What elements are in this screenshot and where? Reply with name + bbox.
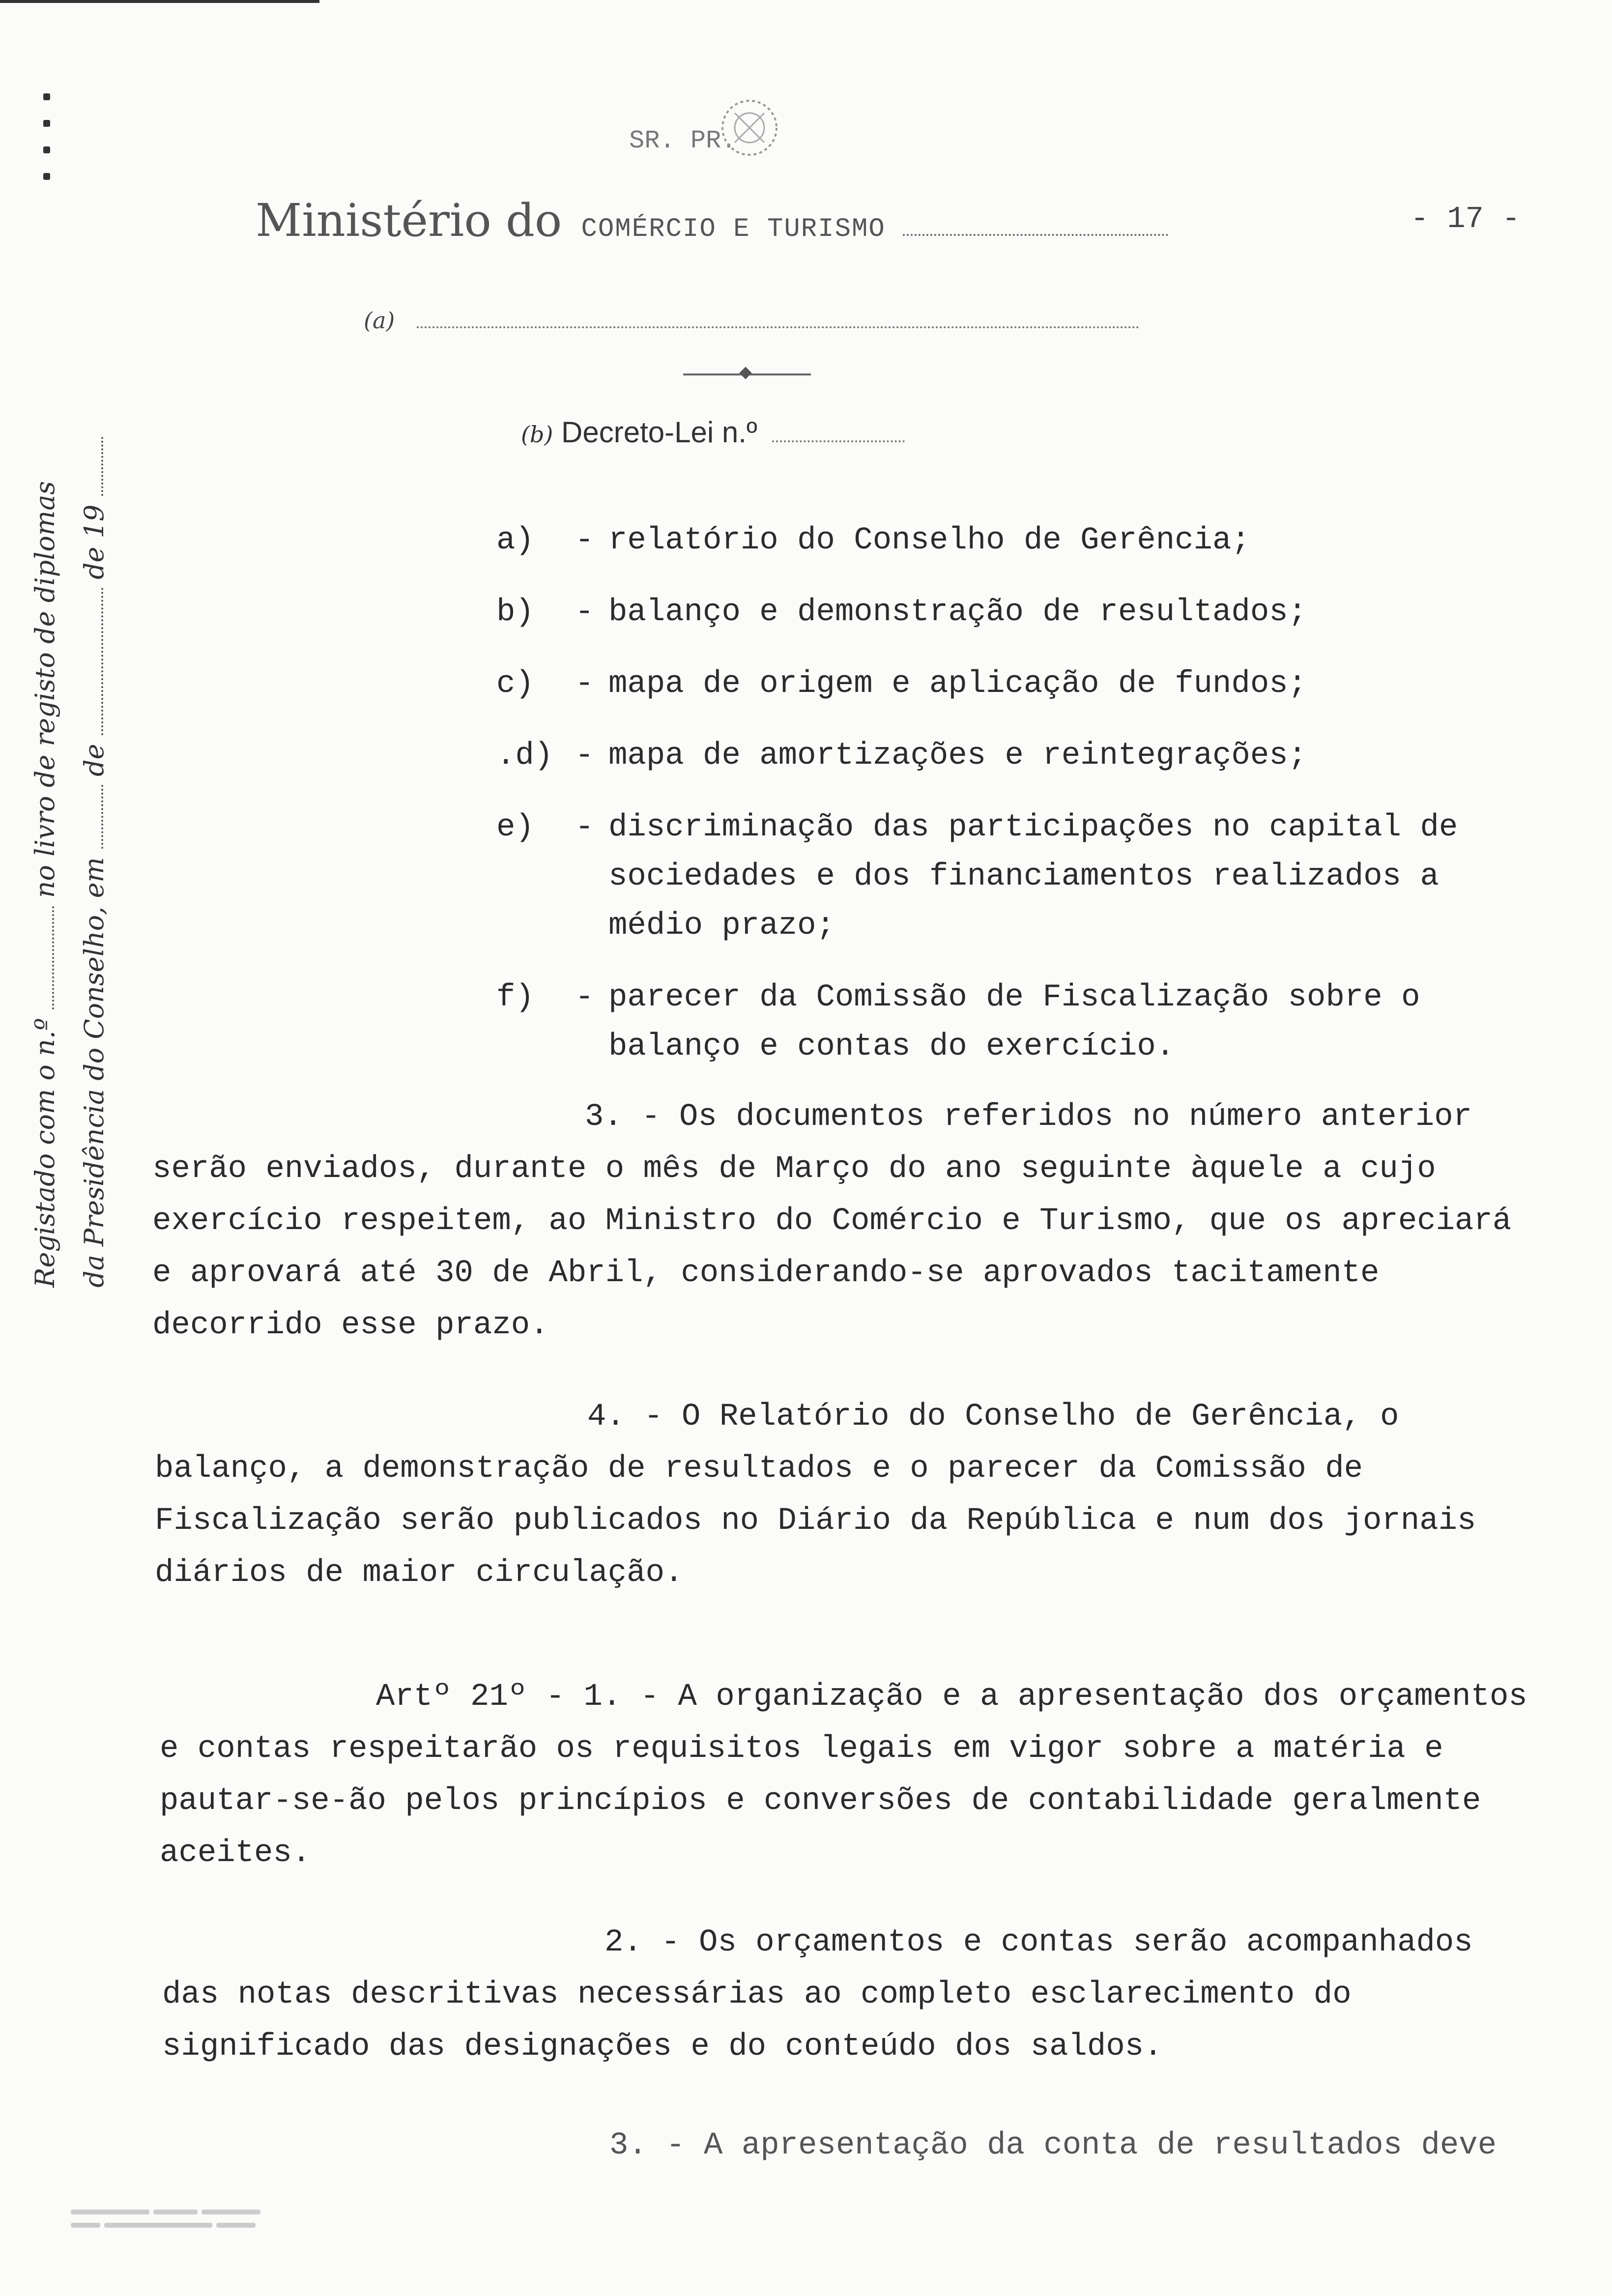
ministry-heading xyxy=(256,194,1214,247)
dotted-fill xyxy=(417,326,1139,328)
paragraph-text: 2. - Os orçamentos e contas serão acompanhados das notas descritivas necessárias ao completo esclarecimento do significado das designações e do conteúdo dos saldos. xyxy=(162,1925,1473,2065)
decreto-prefix: (b) xyxy=(521,421,553,448)
list-item-label: c) xyxy=(496,666,534,702)
line-a-label: (a) xyxy=(364,307,395,334)
top-rule xyxy=(0,0,319,3)
ministry-name: COMÉRCIO E TURISMO xyxy=(581,214,886,244)
coat-of-arms-seal xyxy=(624,88,860,172)
registration-margin-note xyxy=(29,428,128,1288)
list-item-label: e) xyxy=(496,810,534,845)
page-number: - 17 - xyxy=(1410,201,1521,236)
paragraph-text: Artº 21º - 1. - A organização e a apresentação dos orçamentos e contas respeitarão os requisitos legais em vigor sobre a matéria e pautar-se-ão pelos princípios e conversões de contabilidade geralmente aceites. xyxy=(160,1679,1527,1871)
paragraph-4 xyxy=(155,1391,1536,1599)
paragraph-text: 3. - Os documentos referidos no número anterior serão enviados, durante o mês de Março do ano seguinte àquele a cujo exercício respeitem, ao Ministro do Comércio e Turismo, que os apreciará e aprovará até 30 de Abril, considerando-se aprovados tacitamente decorrido esse prazo. xyxy=(152,1099,1512,1343)
paragraph-text: 4. - O Relatório do Conselho de Gerência, o balanço, a demonstração de resultados e o parecer da Comissão de Fiscalização serão publicados no Diário da República e num dos jornais diários de maior circulação. xyxy=(155,1399,1476,1591)
list-item: a) - relatório do Conselho de Gerência; xyxy=(496,516,1538,565)
margin-line2: da Presidência do Conselho, em xyxy=(79,857,110,1288)
ministry-label: Ministério do xyxy=(256,194,562,247)
separator-diamond xyxy=(739,367,751,379)
list-item-text: parecer da Comissão de Fiscalização sobre o balanço e contas do exercício. xyxy=(608,980,1420,1064)
article-21-paragraph-2 xyxy=(162,1917,1543,2073)
faint-print-marks xyxy=(69,2207,315,2251)
margin-ticks xyxy=(43,93,63,200)
margin-line1: Registado com o n.º xyxy=(29,1018,60,1288)
list-item-text: discriminação das participações no capital de sociedades e dos financiamentos realizados a médio prazo; xyxy=(608,810,1458,944)
list-item-text: mapa de amortizações e reintegrações; xyxy=(608,738,1307,774)
list-item-label: .d) xyxy=(496,738,553,774)
list-item-label: a) xyxy=(496,523,534,558)
decreto-line xyxy=(521,415,905,449)
list-item-text: relatório do Conselho de Gerência; xyxy=(608,523,1250,558)
list-item: .d) - mapa de amortizações e reintegrações; xyxy=(496,731,1538,780)
list-item-text: mapa de origem e aplicação de fundos; xyxy=(608,666,1307,702)
list-item-label: f) xyxy=(496,980,534,1015)
article-21-paragraph-3-start: 3. - A apresentação da conta de resultados deve xyxy=(609,2128,1497,2163)
decreto-label: Decreto-Lei n.º xyxy=(561,416,757,449)
paragraph-3 xyxy=(152,1091,1533,1351)
article-21-paragraph-1 xyxy=(160,1671,1541,1879)
list-item-text: balanço e demonstração de resultados; xyxy=(608,595,1307,630)
dotted-fill xyxy=(772,440,905,442)
document-list xyxy=(496,516,1538,1094)
seal-icon xyxy=(624,88,860,172)
dotted-fill xyxy=(903,224,1168,236)
list-item: c) - mapa de origem e aplicação de fundos; xyxy=(496,660,1538,709)
margin-line2c: de 19 xyxy=(79,504,110,580)
list-item-label: b) xyxy=(496,595,534,630)
list-item: f) - parecer da Comissão de Fiscalização sobre o balanço e contas do exercício. xyxy=(496,973,1538,1071)
list-item: b) - balanço e demonstração de resultados; xyxy=(496,588,1538,637)
list-item: e) - discriminação das participações no capital de sociedades e dos financiamentos realizados a médio prazo; xyxy=(496,803,1538,950)
seal-text: SR. PR. xyxy=(629,126,737,155)
margin-line1b: no livro de registo de diplomas xyxy=(29,481,60,898)
margin-line2b: de xyxy=(79,744,110,776)
line-a xyxy=(364,307,1139,334)
